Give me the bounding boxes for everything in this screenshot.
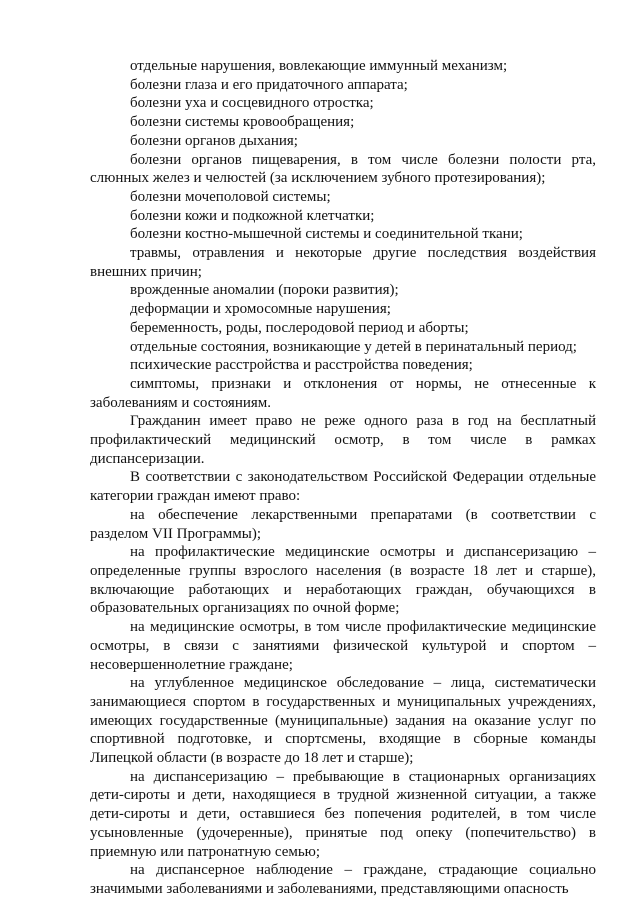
paragraph: беременность, роды, послеродовой период и аборты; xyxy=(130,319,469,336)
paragraph: болезни мочеполовой системы; xyxy=(130,188,331,205)
paragraph: Гражданин имеет право не реже одного раза в год на бесплатный профилактический медицинский осмотр, в том числе в рамках диспансеризации. xyxy=(90,413,596,467)
paragraph: на диспансеризацию – пребывающие в стационарных организациях дети-сироты и дети, находящиеся в трудной жизненной ситуации, а также дети-сироты и дети, оставшиеся без попечения родителей, в том числе усыновленные (удочеренные), принятые под опеку (попечительство) в приемную или патронатную семью; xyxy=(90,768,596,860)
paragraph: болезни органов дыхания; xyxy=(130,132,298,149)
paragraph: на углубленное медицинское обследование – лица, систематически занимающиеся спортом в государственных и муниципальных учреждениях, имеющих государственные (муниципальные) задания на оказание услуг по спортивной подготовке, и спортсмены, входящие в сборные команды Липецкой области (в возрасте до 18 лет и старше); xyxy=(90,675,596,767)
paragraph: травмы, отравления и некоторые другие последствия воздействия внешних причин; xyxy=(90,245,596,280)
paragraph: на диспансерное наблюдение – граждане, страдающие социально значимыми заболеваниями и заболеваниями, представляющими опасность xyxy=(90,862,596,897)
paragraph: болезни кожи и подкожной клетчатки; xyxy=(130,207,375,224)
paragraph: деформации и хромосомные нарушения; xyxy=(130,301,391,318)
paragraph: болезни глаза и его придаточного аппарата; xyxy=(130,76,408,93)
paragraph: врожденные аномалии (пороки развития); xyxy=(130,282,399,299)
paragraph: болезни уха и сосцевидного отростка; xyxy=(130,95,374,112)
paragraph: болезни органов пищеварения, в том числе болезни полости рта, слюнных желез и челюстей (за исключением зубного протезирования); xyxy=(90,151,596,187)
paragraph: симптомы, признаки и отклонения от нормы, не отнесенные к заболеваниям и состояниям. xyxy=(90,375,596,411)
paragraph: болезни системы кровообращения; xyxy=(130,114,355,131)
paragraph: на обеспечение лекарственными препаратами (в соответствии с разделом VII Программы); xyxy=(90,506,596,542)
paragraph: на профилактические медицинские осмотры и диспансеризацию – определенные группы взрослого населения (в возрасте 18 лет и старше), включающие работающих и неработающих граждан, обучающихся в образовательных организациях по очной форме; xyxy=(90,544,596,617)
paragraph: психические расстройства и расстройства поведения; xyxy=(130,357,473,374)
paragraph: В соответствии с законодательством Российской Федерации отдельные категории граждан имеют право: xyxy=(90,469,596,505)
paragraph: отдельные состояния, возникающие у детей в перинатальный период; xyxy=(130,338,577,355)
paragraph: отдельные нарушения, вовлекающие иммунный механизм; xyxy=(130,58,508,74)
paragraph: болезни костно-мышечной системы и соединительной ткани; xyxy=(130,226,523,243)
paragraph: на медицинские осмотры, в том числе профилактические медицинские осмотры, в связи с занятиями физической культурой и спортом – несовершеннолетние граждане; xyxy=(90,619,596,673)
